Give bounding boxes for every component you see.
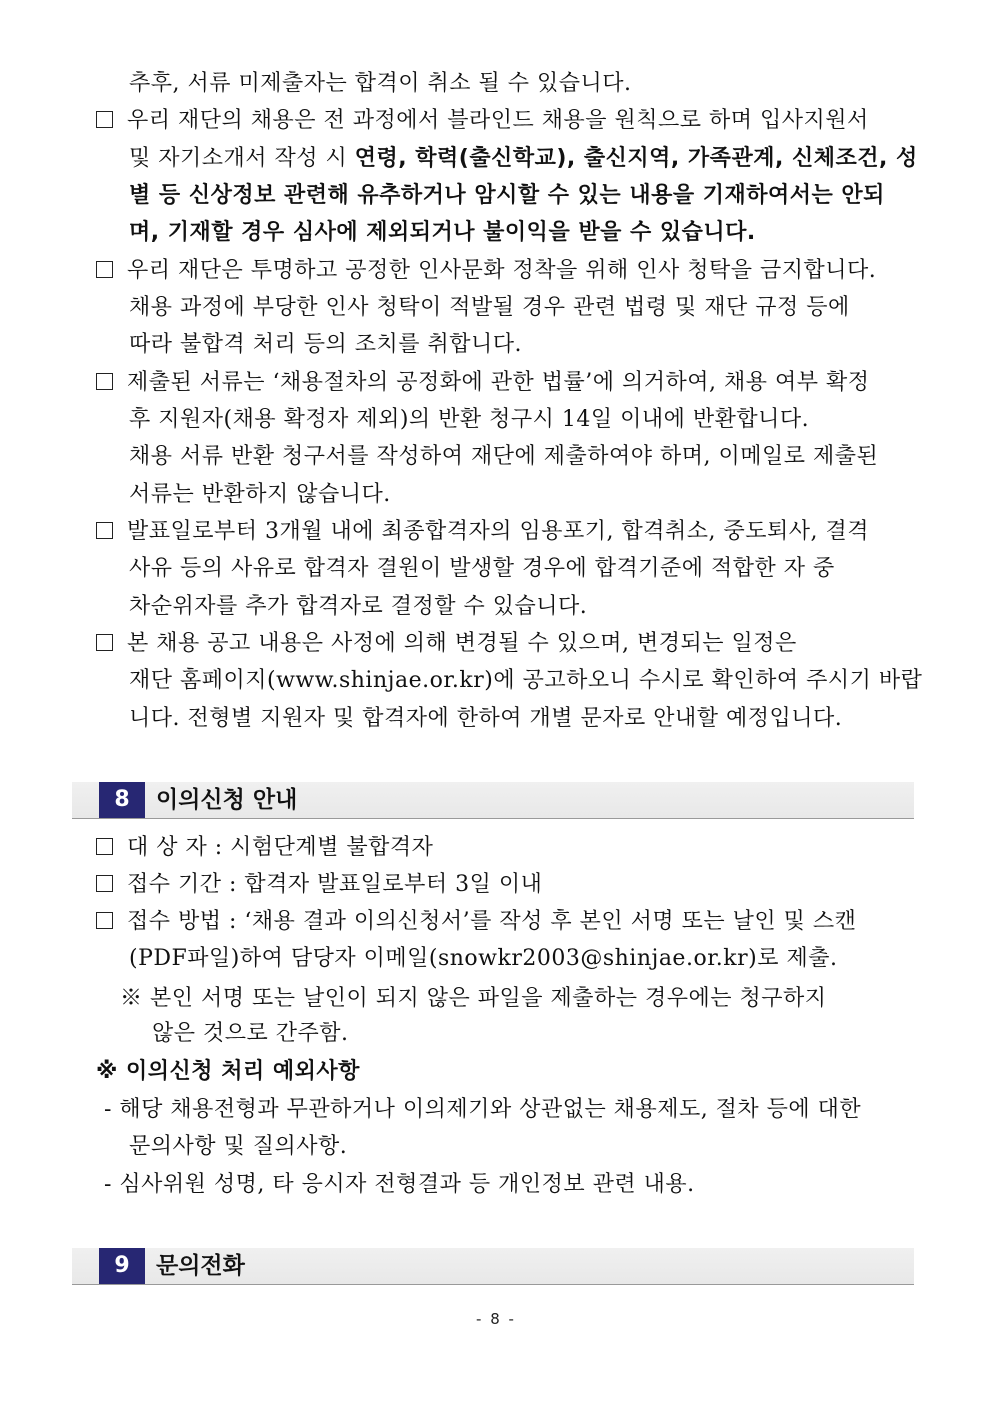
section-header-8 <box>72 782 914 819</box>
page-number: - 8 - <box>476 1310 516 1328</box>
checkbox-square-icon <box>96 261 113 278</box>
section-title: 문의전화 <box>156 1253 245 1279</box>
text-line: (PDF파일)하여 담당자 이메일(snowkr2003@shinjae.or.kr)로 제출. <box>129 946 838 971</box>
checkbox-square-icon <box>96 373 113 390</box>
text-line: 제출된 서류는 ‘채용절차의 공정화에 관한 법률’에 의거하여, 채용 여부 확정 <box>127 370 870 395</box>
note-line: ※ 본인 서명 또는 날인이 되지 않은 파일을 제출하는 경우에는 청구하지 <box>120 986 827 1011</box>
note-line: 않은 것으로 간주함. <box>152 1021 349 1046</box>
checkbox-square-icon <box>96 875 113 892</box>
bullet-additional-pass <box>96 517 869 547</box>
bullet-period <box>96 870 542 900</box>
bold-text-line: 별 등 신상정보 관련해 유추하거나 암시할 수 있는 내용을 기재하여서는 안되 <box>129 183 885 208</box>
exception-title: ※ 이의신청 처리 예외사항 <box>96 1059 360 1084</box>
bullet-target <box>96 833 433 863</box>
text-line: 사유 등의 사유로 합격자 결원이 발생할 경우에 합격기준에 적합한 자 중 <box>129 556 835 581</box>
text-line: 차순위자를 추가 합격자로 결정할 수 있습니다. <box>129 594 588 619</box>
text-line <box>129 144 918 174</box>
text-span: 및 자기소개서 작성 시 <box>129 146 355 171</box>
text-line: 본 채용 공고 내용은 사정에 의해 변경될 수 있으며, 변경되는 일정은 <box>127 631 797 656</box>
checkbox-square-icon <box>96 111 113 128</box>
text-line: 서류는 반환하지 않습니다. <box>129 482 391 507</box>
text-line: 접수 방법 : ‘채용 결과 이의신청서’를 작성 후 본인 서명 또는 날인 및 스캔 <box>127 909 857 934</box>
bullet-no-solicitation <box>96 256 876 286</box>
section-number-badge: 9 <box>99 1248 145 1284</box>
dash-item: - 심사위원 성명, 타 응시자 전형결과 등 개인정보 관련 내용. <box>104 1172 695 1197</box>
checkbox-square-icon <box>96 912 113 929</box>
section-title: 이의신청 안내 <box>156 787 298 813</box>
bold-text-line: 며, 기재할 경우 심사에 제외되거나 불이익을 받을 수 있습니다. <box>129 220 756 245</box>
text-line: 재단 홈페이지(www.shinjae.or.kr)에 공고하오니 수시로 확인하여 주시기 바랍 <box>129 668 923 693</box>
text-line: 채용 과정에 부당한 인사 청탁이 적발될 경우 관련 법령 및 재단 규정 등에 <box>129 295 850 320</box>
dash-item: - 해당 채용전형과 무관하거나 이의제기와 상관없는 채용제도, 절차 등에 대한 <box>104 1097 862 1122</box>
text-line: 추후, 서류 미제출자는 합격이 취소 될 수 있습니다. <box>129 71 632 96</box>
checkbox-square-icon <box>96 522 113 539</box>
checkbox-square-icon <box>96 838 113 855</box>
text-line: 니다. 전형별 지원자 및 합격자에 한하여 개별 문자로 안내할 예정입니다. <box>129 706 843 731</box>
text-line: 후 지원자(채용 확정자 제외)의 반환 청구시 14일 이내에 반환합니다. <box>129 407 810 432</box>
text-line: 우리 재단은 투명하고 공정한 인사문화 정착을 위해 인사 청탁을 금지합니다. <box>127 258 877 283</box>
section-header-9 <box>72 1248 914 1285</box>
bullet-document-return <box>96 368 869 398</box>
section-number-badge: 8 <box>99 782 145 818</box>
text-line: 발표일로부터 3개월 내에 최종합격자의 임용포기, 합격취소, 중도퇴사, 결격 <box>127 519 869 544</box>
text-line: 우리 재단의 채용은 전 과정에서 블라인드 채용을 원칙으로 하며 입사지원서 <box>127 108 869 133</box>
text-line: 대 상 자 : 시험단계별 불합격자 <box>127 835 434 860</box>
text-line: 문의사항 및 질의사항. <box>129 1134 348 1159</box>
bullet-blind-hiring <box>96 106 869 136</box>
text-line: 따라 불합격 처리 등의 조치를 취합니다. <box>129 332 522 357</box>
text-line: 접수 기간 : 합격자 발표일로부터 3일 이내 <box>127 872 543 897</box>
text-line: 채용 서류 반환 청구서를 작성하여 재단에 제출하여야 하며, 이메일로 제출된 <box>129 444 879 469</box>
bullet-method <box>96 907 856 937</box>
bold-text-span: 연령, 학력(출신학교), 출신지역, 가족관계, 신체조건, 성 <box>354 146 918 171</box>
checkbox-square-icon <box>96 634 113 651</box>
bullet-schedule-change <box>96 629 797 659</box>
